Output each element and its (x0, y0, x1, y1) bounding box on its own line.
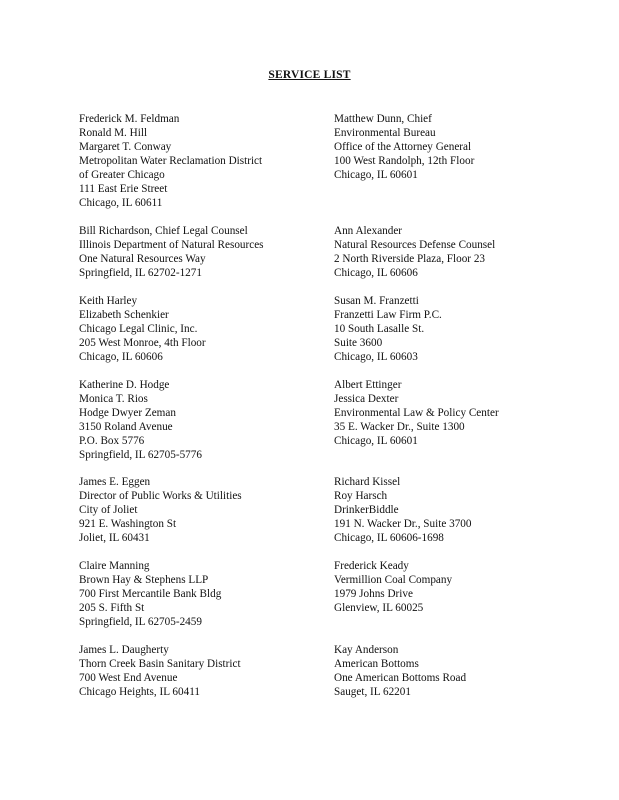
entry-line: Frederick Keady (334, 560, 409, 572)
entry-line: James E. Eggen (79, 476, 151, 488)
service-entry (79, 643, 241, 699)
entry-line: Joliet, IL 60431 (79, 532, 150, 544)
entry-line: Katherine D. Hodge (79, 379, 170, 391)
entry-line: Glenview, IL 60025 (334, 602, 424, 614)
entry-line: Franzetti Law Firm P.C. (334, 309, 442, 321)
entry-line: P.O. Box 5776 (79, 435, 145, 447)
service-entry (79, 224, 264, 280)
entry-line: Matthew Dunn, Chief (334, 113, 432, 125)
page-title: SERVICE LIST (268, 69, 351, 81)
entry-line: Roy Harsch (334, 490, 388, 502)
service-entry (334, 475, 471, 545)
entry-line: Chicago, IL 60611 (79, 197, 163, 209)
entry-line: One Natural Resources Way (79, 253, 206, 265)
entry-line: DrinkerBiddle (334, 504, 399, 516)
entry-line: Monica T. Rios (79, 393, 148, 405)
entry-line: James L. Daugherty (79, 644, 169, 656)
entry-line: Suite 3600 (334, 337, 383, 349)
entry-line: Ronald M. Hill (79, 127, 148, 139)
service-entry (79, 294, 206, 364)
entry-line: Claire Manning (79, 560, 150, 572)
entry-line: 111 East Erie Street (79, 183, 168, 195)
service-entry (334, 559, 452, 615)
service-entry (79, 559, 221, 629)
entry-line: Kay Anderson (334, 644, 399, 656)
entry-line: Margaret T. Conway (79, 141, 172, 153)
service-entry (334, 224, 495, 280)
entry-line: Director of Public Works & Utilities (79, 490, 242, 502)
entry-line: Chicago Legal Clinic, Inc. (79, 323, 198, 335)
entry-line: Chicago, IL 60606-1698 (334, 532, 444, 544)
entry-line: 205 S. Fifth St (79, 602, 145, 614)
entry-line: One American Bottoms Road (334, 672, 467, 684)
entry-line: Richard Kissel (334, 476, 401, 488)
service-entry (334, 112, 474, 182)
entry-line: Springfield, IL 62705-2459 (79, 616, 202, 628)
entry-line: Susan M. Franzetti (334, 295, 419, 307)
entry-line: Environmental Law & Policy Center (334, 407, 499, 419)
entry-line: Metropolitan Water Reclamation District (79, 155, 263, 167)
entry-line: 10 South Lasalle St. (334, 323, 425, 335)
entry-line: Natural Resources Defense Counsel (334, 239, 496, 251)
entry-line: Springfield, IL 62705-5776 (79, 449, 202, 461)
entry-line: 2 North Riverside Plaza, Floor 23 (334, 253, 486, 265)
entry-line: Keith Harley (79, 295, 138, 307)
entry-line: Sauget, IL 62201 (334, 686, 411, 698)
entry-line: Elizabeth Schenkier (79, 309, 169, 321)
entry-line: Albert Ettinger (334, 379, 402, 391)
entry-line: American Bottoms (334, 658, 419, 670)
entry-line: of Greater Chicago (79, 169, 165, 181)
entry-line: Frederick M. Feldman (79, 113, 180, 125)
entry-line: 1979 Johns Drive (334, 588, 413, 600)
entry-line: Chicago, IL 60606 (334, 267, 418, 279)
entry-line: Jessica Dexter (334, 393, 399, 405)
entry-line: Thorn Creek Basin Sanitary District (79, 658, 241, 670)
entry-line: 700 First Mercantile Bank Bldg (79, 588, 222, 600)
entry-line: 700 West End Avenue (79, 672, 178, 684)
entry-line: Illinois Department of Natural Resources (79, 239, 264, 251)
entry-line: Chicago, IL 60606 (79, 351, 163, 363)
entry-line: Chicago, IL 60601 (334, 435, 418, 447)
service-entry (334, 643, 466, 699)
entry-line: City of Joliet (79, 504, 138, 516)
entry-line: Springfield, IL 62702-1271 (79, 267, 202, 279)
service-entry (79, 112, 262, 210)
entry-line: 3150 Roland Avenue (79, 421, 173, 433)
service-entry (334, 294, 442, 364)
entry-line: 35 E. Wacker Dr., Suite 1300 (334, 421, 465, 433)
entry-line: Chicago, IL 60603 (334, 351, 418, 363)
entry-line: 205 West Monroe, 4th Floor (79, 337, 206, 349)
entry-line: 921 E. Washington St (79, 518, 177, 530)
entry-line: Chicago, IL 60601 (334, 169, 418, 181)
entry-line: Vermillion Coal Company (334, 574, 453, 586)
entry-line: Hodge Dwyer Zeman (79, 407, 176, 419)
service-entry (334, 378, 499, 448)
entry-line: 191 N. Wacker Dr., Suite 3700 (334, 518, 472, 530)
entry-line: Ann Alexander (334, 225, 403, 237)
entry-line: Environmental Bureau (334, 127, 436, 139)
service-entry (79, 475, 242, 545)
service-entry (79, 378, 202, 462)
entry-line: Office of the Attorney General (334, 141, 472, 153)
entry-line: Brown Hay & Stephens LLP (79, 574, 209, 586)
entry-line: Chicago Heights, IL 60411 (79, 686, 200, 698)
entry-line: Bill Richardson, Chief Legal Counsel (79, 225, 248, 237)
entry-line: 100 West Randolph, 12th Floor (334, 155, 475, 167)
